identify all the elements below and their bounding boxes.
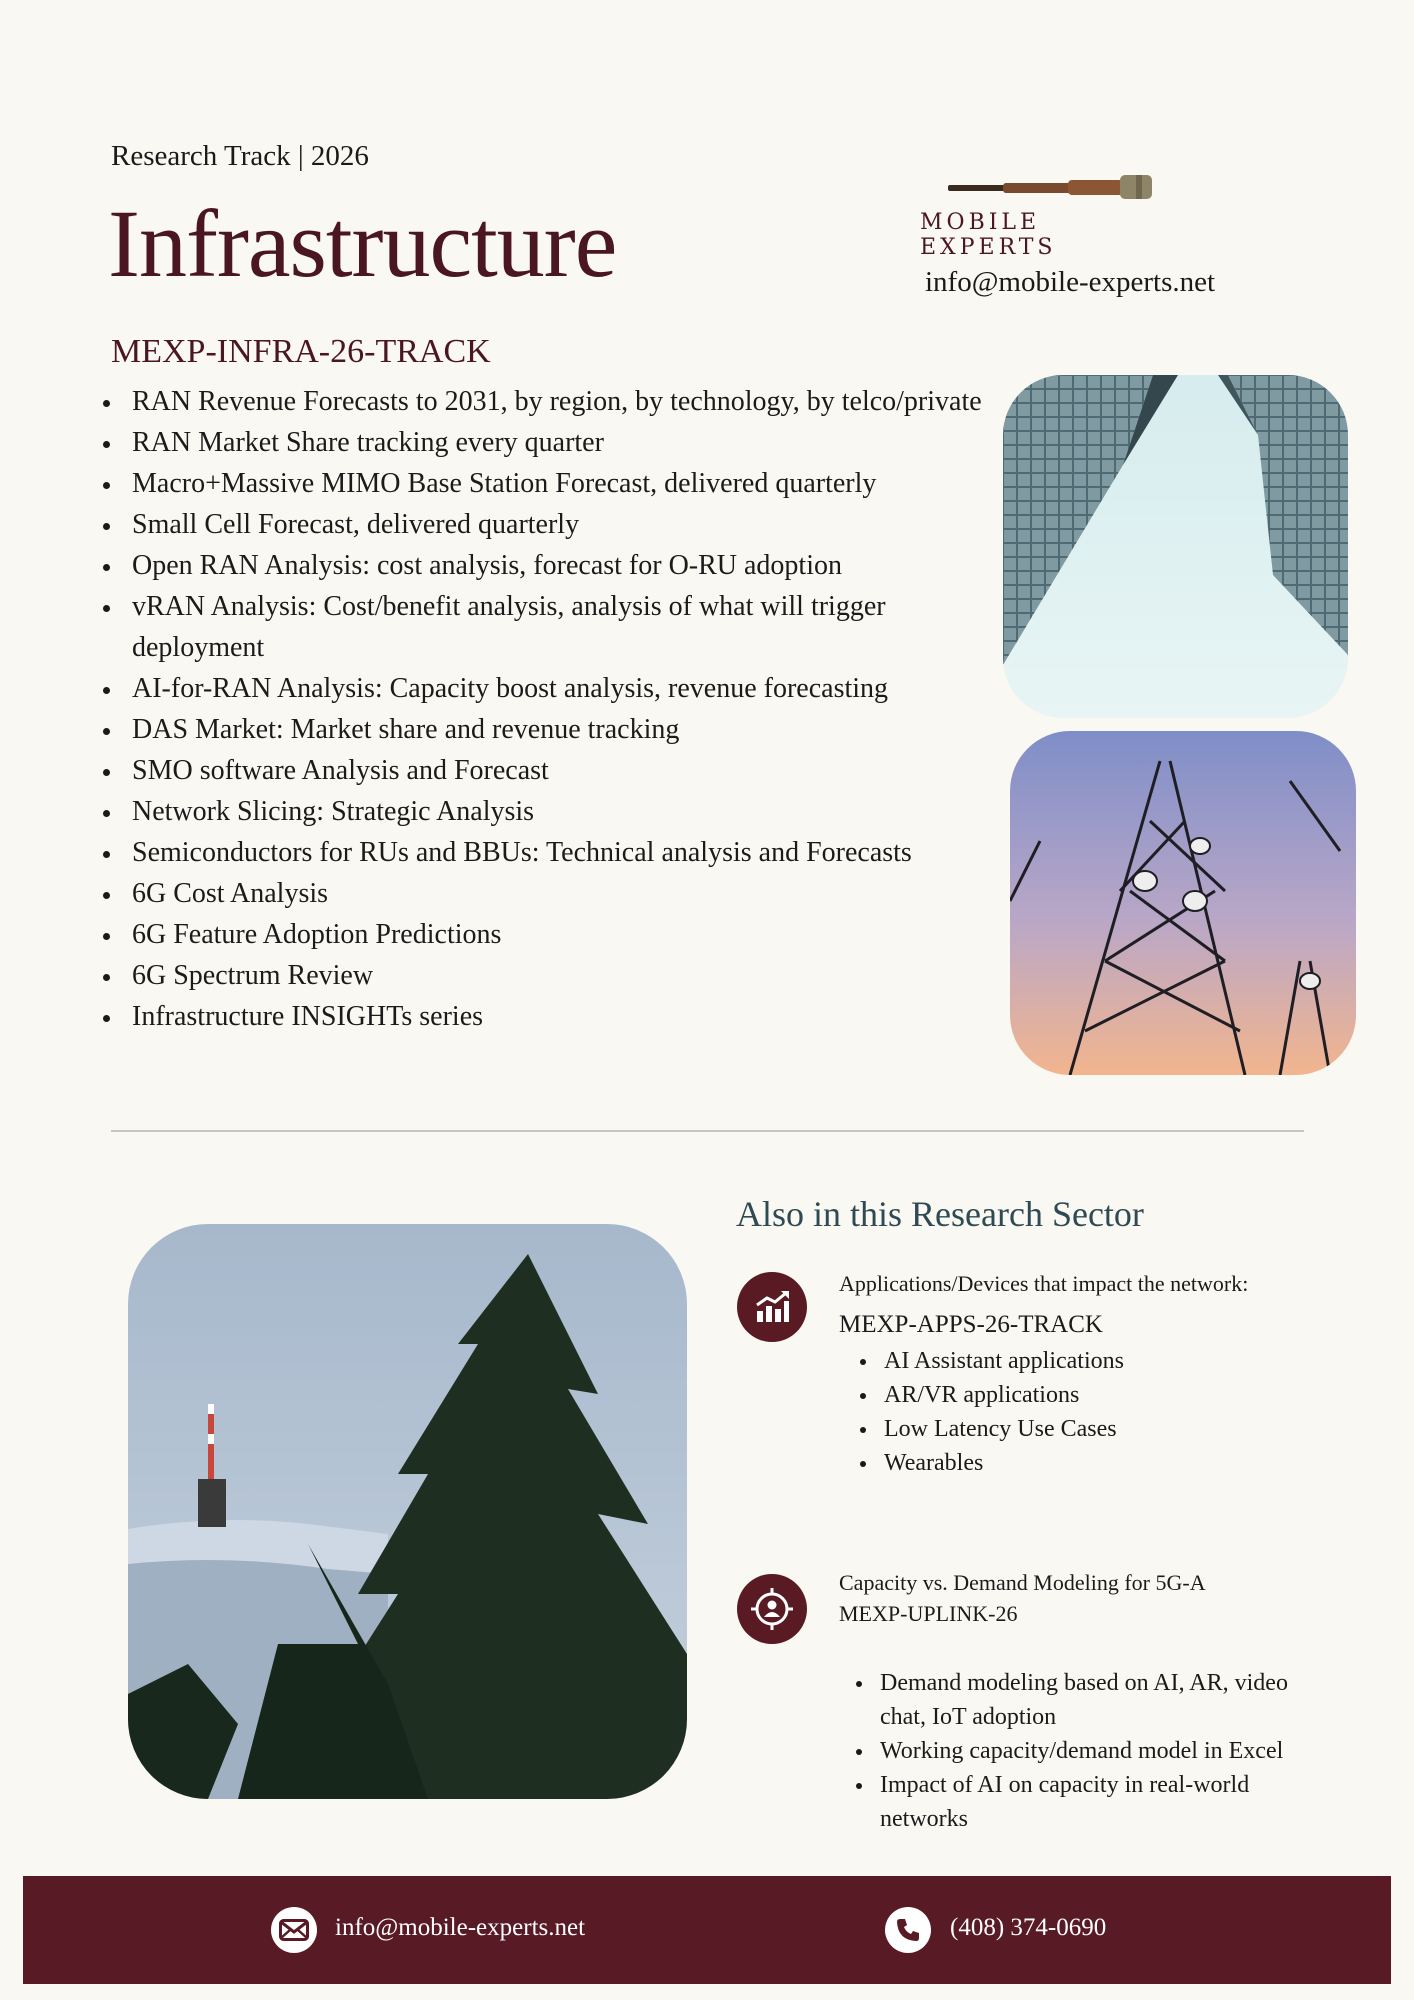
list-item: Network Slicing: Strategic Analysis (97, 791, 997, 832)
list-item: Impact of AI on capacity in real-world networks (852, 1768, 1312, 1836)
footer-bar (23, 1876, 1391, 1984)
list-item: Semiconductors for RUs and BBUs: Technical analysis and Forecasts (97, 832, 997, 873)
header-email[interactable]: info@mobile-experts.net (925, 266, 1216, 298)
apps-track-code: MEXP-APPS-26-TRACK (839, 1311, 1103, 1338)
sector-title: Also in this Research Sector (736, 1194, 1144, 1234)
list-item: AI-for-RAN Analysis: Capacity boost analysis, revenue forecasting (97, 668, 997, 709)
brand-logo (920, 172, 1180, 260)
footer-phone[interactable]: (408) 374-0690 (950, 1914, 1107, 1941)
capacity-heading-text: Capacity vs. Demand Modeling for 5G-A (839, 1570, 1206, 1595)
list-item: Macro+Massive MIMO Base Station Forecast, delivered quarterly (97, 463, 997, 504)
list-item: AI Assistant applications (856, 1344, 1276, 1378)
growth-chart-icon (737, 1272, 807, 1342)
mail-icon[interactable] (271, 1907, 317, 1953)
list-item: 6G Feature Adoption Predictions (97, 914, 997, 955)
list-item: AR/VR applications (856, 1378, 1276, 1412)
apps-list (856, 1344, 1276, 1480)
list-item: 6G Cost Analysis (97, 873, 997, 914)
capacity-list (852, 1666, 1312, 1836)
list-item: Small Cell Forecast, delivered quarterly (97, 504, 997, 545)
list-item: RAN Revenue Forecasts to 2031, by region, by technology, by telco/private (97, 381, 997, 422)
spyglass-icon (948, 172, 1158, 202)
page-title: Infrastructure (108, 190, 617, 297)
target-user-icon (737, 1574, 807, 1644)
track-code: MEXP-INFRA-26-TRACK (111, 333, 491, 370)
phone-icon[interactable] (885, 1907, 931, 1953)
list-item: RAN Market Share tracking every quarter (97, 422, 997, 463)
tree-tower-photo (128, 1224, 687, 1799)
track-label: Research Track | 2026 (111, 140, 369, 172)
list-item: Working capacity/demand model in Excel (852, 1734, 1312, 1768)
list-item: Infrastructure INSIGHTs series (97, 996, 997, 1037)
list-item: Demand modeling based on AI, AR, video chat, IoT adoption (852, 1666, 1312, 1734)
apps-heading: Applications/Devices that impact the network: (839, 1271, 1249, 1296)
capacity-heading (839, 1567, 1206, 1629)
capacity-track-code: MEXP-UPLINK-26 (839, 1601, 1018, 1626)
brand-name: MOBILE EXPERTS (920, 210, 1057, 260)
list-item: vRAN Analysis: Cost/benefit analysis, analysis of what will trigger deployment (97, 586, 887, 668)
skyscraper-photo (1003, 375, 1348, 718)
list-item: SMO software Analysis and Forecast (97, 750, 997, 791)
main-feature-list (97, 381, 997, 1037)
list-item: DAS Market: Market share and revenue tracking (97, 709, 997, 750)
section-divider (111, 1130, 1304, 1132)
list-item: Open RAN Analysis: cost analysis, forecast for O-RU adoption (97, 545, 997, 586)
list-item: Wearables (856, 1446, 1276, 1480)
cell-tower-photo (1010, 731, 1356, 1075)
footer-email[interactable]: info@mobile-experts.net (335, 1914, 586, 1941)
list-item: 6G Spectrum Review (97, 955, 997, 996)
list-item: Low Latency Use Cases (856, 1412, 1276, 1446)
